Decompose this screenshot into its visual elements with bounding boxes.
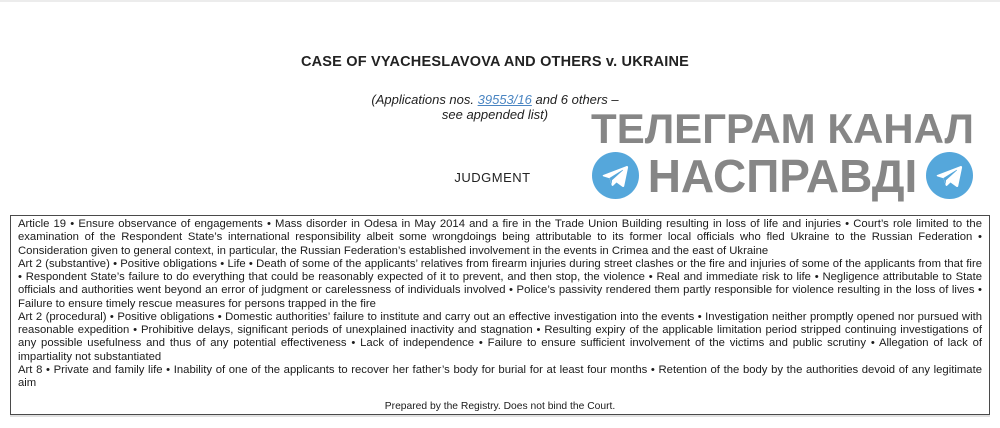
- registry-note: Prepared by the Registry. Does not bind the Court.: [384, 401, 616, 412]
- case-title: CASE OF VYACHESLAVOVA AND OTHERS v. UKRAINE: [300, 54, 690, 70]
- summary-paragraph-art-2-substantive: Art 2 (substantive) • Positive obligations • Life • Death of some of the applicants’ relatives from firearm injuries during street clashes or the fire and injuries of some of the applicants from that fire • Respondent State’s failure to do everything that could be reasonably expected of it to prevent, and then stop, the violence • Real and immediate risk to life • Negligence attributable to State officials and authorities went beyond an error of judgment or carelessness of individuals involved • Police’s passivity rendered them partly responsible for violence resulting in the loss of lives • Failure to ensure timely rescue measures for persons trapped in the fire: [18, 257, 982, 310]
- application-number-link[interactable]: 39553/16: [477, 92, 532, 107]
- summary-paragraph-article-19: Article 19 • Ensure observance of engagements • Mass disorder in Odesa in May 2014 and a fire in the Trade Union Building resulting in loss of life and injuries • Court’s role limited to the examination of the Respondent State’s international responsibility albeit some wrongdoings being attributable to its former local officials who fled Ukraine to the Russian Federation • Consideration given to general context, in particular, the Russian Federation’s established involvement in the events in Crimea and the east of Ukraine: [18, 218, 982, 257]
- applications-suffix: and 6 others –: [531, 92, 619, 107]
- applications-prefix: (Applications nos.: [371, 92, 478, 107]
- watermark-line-1: ТЕЛЕГРАМ КАНАЛ: [591, 105, 974, 152]
- summary-paragraph-art-2-procedural: Art 2 (procedural) • Positive obligations • Domestic authorities’ failure to institute and carry out an effective investigation into the events • Investigation neither promptly opened nor pursued with reasonable expedition • Prohibitive delays, significant periods of unexplained inactivity and stagnation • Resulting expiry of the applicable limitation period stripped continuing investigations of any possible usefulness and thus of any potential effectiveness • Lack of independence • Failure to ensure sufficient involvement of the victims and public scrutiny • Allegation of lack of impartiality not substantiated: [18, 310, 982, 363]
- telegram-channel-watermark: [590, 105, 975, 202]
- summary-paragraph-art-8: Art 8 • Private and family life • Inability of one of the applicants to recover her father’s body for burial for at least four months • Retention of the body by the authorities devoid of any legitimate aim: [18, 363, 982, 389]
- applications-line-2: see appended list): [441, 107, 549, 122]
- watermark-channel-name: НАСПРАВДІ: [647, 149, 918, 202]
- judgment-heading: JUDGMENT: [454, 170, 531, 185]
- legal-summary-box: [10, 215, 990, 415]
